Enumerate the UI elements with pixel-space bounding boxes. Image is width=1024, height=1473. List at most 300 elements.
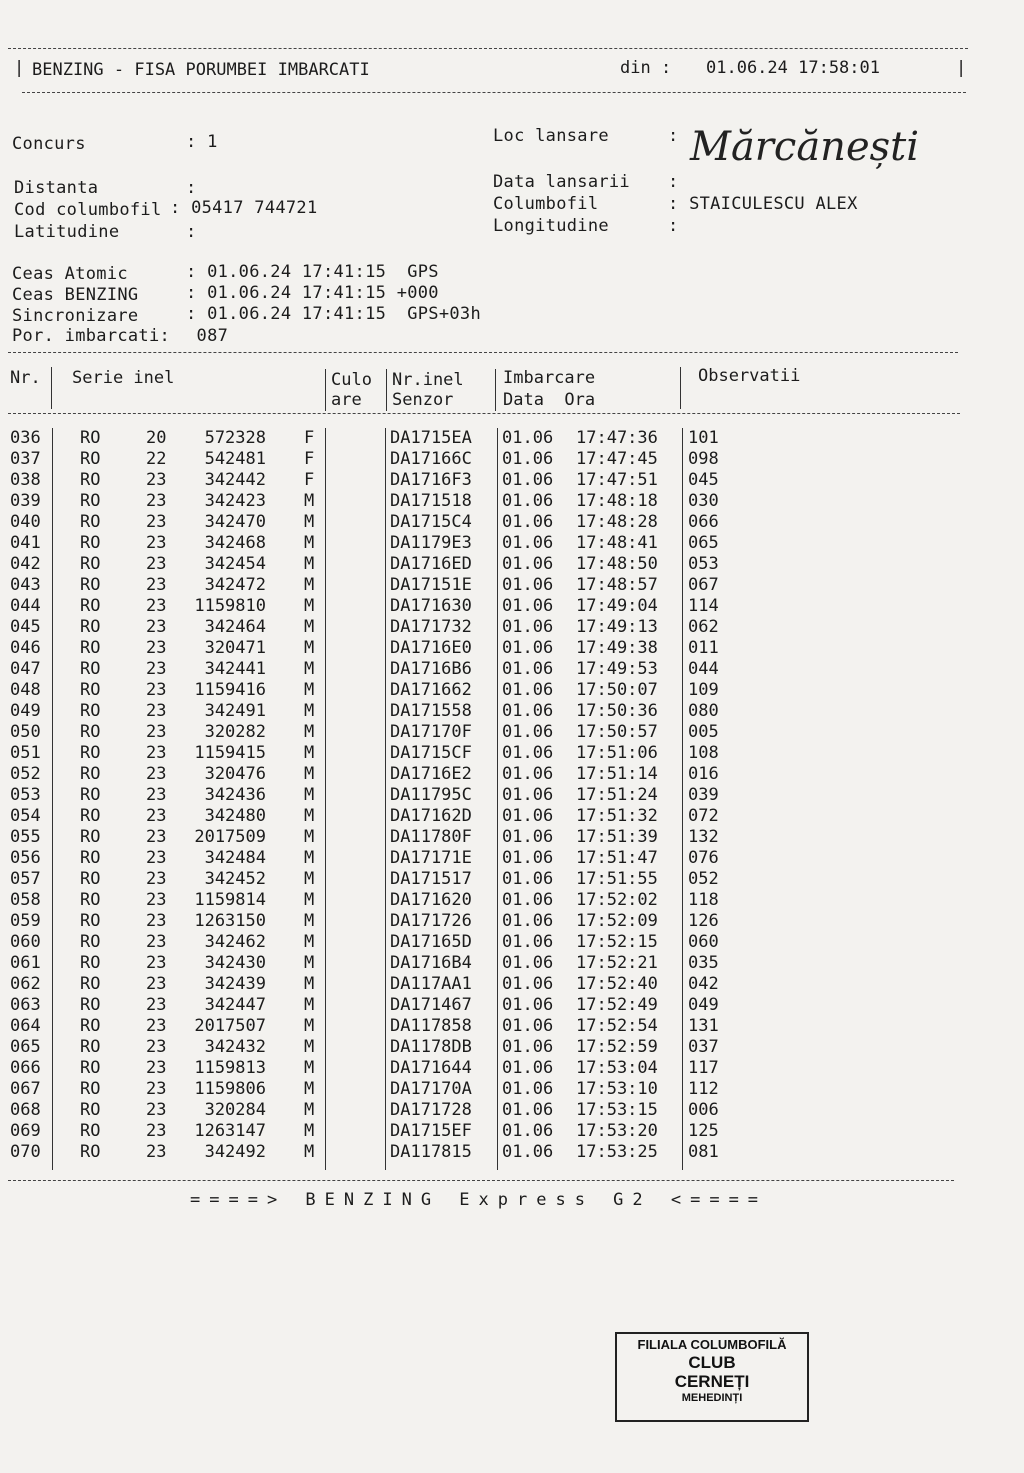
latitudine-value: : xyxy=(186,222,197,242)
footer-device: ====> BENZING Express G2 <==== xyxy=(190,1190,768,1210)
cell-nr: 045 xyxy=(10,617,41,637)
cell-ring: 1263150 xyxy=(194,911,266,931)
cell-sex: M xyxy=(304,890,315,910)
cell-nr: 061 xyxy=(10,953,41,973)
cell-sensor: DA171662 xyxy=(390,680,472,700)
print-date: 01.06.24 17:58:01 xyxy=(706,58,880,78)
cell-nr: 067 xyxy=(10,1079,41,1099)
table-row xyxy=(0,638,1024,659)
table-row xyxy=(0,596,1024,617)
cell-sensor: DA1716E2 xyxy=(390,764,472,784)
col-nr-inel-2: Senzor xyxy=(392,390,454,410)
cell-date: 01.06 xyxy=(502,1079,554,1099)
cell-ring: 320282 xyxy=(204,722,266,742)
cell-country: RO xyxy=(80,953,101,973)
longitudine-label: Longitudine xyxy=(493,216,609,236)
cell-date: 01.06 xyxy=(502,575,554,595)
ceas-atomic-value: : 01.06.24 17:41:15 GPS xyxy=(186,262,439,282)
table-row xyxy=(0,659,1024,680)
col-observatii: Observatii xyxy=(698,366,801,386)
stamp-line-4: MEHEDINȚI xyxy=(681,1392,743,1405)
cell-sex: M xyxy=(304,512,315,532)
cell-time: 17:52:49 xyxy=(576,995,658,1015)
cell-time: 17:49:53 xyxy=(576,659,658,679)
cell-sensor: DA1716ED xyxy=(390,554,472,574)
cell-country: RO xyxy=(80,1037,101,1057)
cell-ring: 1159806 xyxy=(194,1079,266,1099)
cell-nr: 069 xyxy=(10,1121,41,1141)
cell-sex: M xyxy=(304,1100,315,1120)
table-row xyxy=(0,449,1024,470)
distanta-value: : xyxy=(186,178,197,198)
cell-date: 01.06 xyxy=(502,491,554,511)
cell-time: 17:53:10 xyxy=(576,1079,658,1099)
cell-nr: 040 xyxy=(10,512,41,532)
cell-country: RO xyxy=(80,1142,101,1162)
cell-time: 17:50:07 xyxy=(576,680,658,700)
hdr-divider-1 xyxy=(51,367,52,409)
columbofil-label: Columbofil xyxy=(493,194,599,214)
cell-sensor: DA171620 xyxy=(390,890,472,910)
cell-ring: 1159810 xyxy=(194,596,266,616)
por-imbarcati-value: 087 xyxy=(186,326,229,346)
cell-time: 17:50:57 xyxy=(576,722,658,742)
cell-nr: 063 xyxy=(10,995,41,1015)
cell-sex: M xyxy=(304,638,315,658)
table-row xyxy=(0,722,1024,743)
cell-country: RO xyxy=(80,1121,101,1141)
cell-country: RO xyxy=(80,1100,101,1120)
table-row xyxy=(0,848,1024,869)
loc-lansare-label: Loc lansare xyxy=(493,126,609,146)
cell-country: RO xyxy=(80,449,101,469)
stamp-line-3: CERNEȚI xyxy=(674,1372,750,1392)
cell-time: 17:49:13 xyxy=(576,617,658,637)
cell-ring: 320471 xyxy=(204,638,266,658)
cell-time: 17:52:02 xyxy=(576,890,658,910)
cell-sex: M xyxy=(304,806,315,826)
ceas-benzing-value: : 01.06.24 17:41:15 +000 xyxy=(186,283,439,303)
table-row xyxy=(0,827,1024,848)
cell-sex: M xyxy=(304,953,315,973)
cell-sex: M xyxy=(304,533,315,553)
table-row xyxy=(0,491,1024,512)
cell-country: RO xyxy=(80,1058,101,1078)
cell-nr: 070 xyxy=(10,1142,41,1162)
col-imbarcare-2: Data Ora xyxy=(503,390,596,410)
cell-year: 20 xyxy=(146,428,167,448)
cell-date: 01.06 xyxy=(502,701,554,721)
cell-date: 01.06 xyxy=(502,1016,554,1036)
cell-country: RO xyxy=(80,491,101,511)
cell-time: 17:53:25 xyxy=(576,1142,658,1162)
cell-country: RO xyxy=(80,890,101,910)
table-row xyxy=(0,554,1024,575)
cell-year: 23 xyxy=(146,785,167,805)
cell-year: 23 xyxy=(146,827,167,847)
loc-lansare-colon: : xyxy=(668,126,679,146)
cell-date: 01.06 xyxy=(502,659,554,679)
cell-nr: 049 xyxy=(10,701,41,721)
cell-obs: 101 xyxy=(688,428,719,448)
cell-obs: 044 xyxy=(688,659,719,679)
table-row xyxy=(0,512,1024,533)
cell-nr: 052 xyxy=(10,764,41,784)
cell-nr: 065 xyxy=(10,1037,41,1057)
cell-nr: 055 xyxy=(10,827,41,847)
cell-ring: 342432 xyxy=(204,1037,266,1057)
table-row xyxy=(0,701,1024,722)
cell-time: 17:51:06 xyxy=(576,743,658,763)
table-row xyxy=(0,680,1024,701)
cell-ring: 342430 xyxy=(204,953,266,973)
cell-time: 17:48:50 xyxy=(576,554,658,574)
cell-date: 01.06 xyxy=(502,596,554,616)
cell-year: 23 xyxy=(146,470,167,490)
cell-year: 23 xyxy=(146,554,167,574)
cell-sex: M xyxy=(304,911,315,931)
cell-ring: 1159415 xyxy=(194,743,266,763)
cell-nr: 041 xyxy=(10,533,41,553)
cell-obs: 072 xyxy=(688,806,719,826)
table-row xyxy=(0,974,1024,995)
cell-date: 01.06 xyxy=(502,911,554,931)
cell-nr: 066 xyxy=(10,1058,41,1078)
latitudine-label: Latitudine xyxy=(14,222,120,242)
cell-date: 01.06 xyxy=(502,932,554,952)
cell-sex: F xyxy=(304,428,315,448)
concurs-label: Concurs xyxy=(12,134,86,154)
cell-obs: 035 xyxy=(688,953,719,973)
cell-ring: 342468 xyxy=(204,533,266,553)
cell-time: 17:51:55 xyxy=(576,869,658,889)
table-row xyxy=(0,617,1024,638)
cell-ring: 1159814 xyxy=(194,890,266,910)
cell-obs: 126 xyxy=(688,911,719,931)
table-bottom-rule xyxy=(8,1180,954,1181)
cell-country: RO xyxy=(80,554,101,574)
cell-date: 01.06 xyxy=(502,785,554,805)
cell-year: 23 xyxy=(146,638,167,658)
cell-nr: 062 xyxy=(10,974,41,994)
cell-obs: 060 xyxy=(688,932,719,952)
body-divider-4 xyxy=(497,428,498,1170)
cell-sensor: DA117AA1 xyxy=(390,974,472,994)
cell-obs: 098 xyxy=(688,449,719,469)
cell-obs: 065 xyxy=(688,533,719,553)
table-row xyxy=(0,743,1024,764)
cell-sensor: DA1715C4 xyxy=(390,512,472,532)
cell-sensor: DA1715CF xyxy=(390,743,472,763)
cell-nr: 054 xyxy=(10,806,41,826)
data-lansarii-label: Data lansarii xyxy=(493,172,630,192)
cell-sex: M xyxy=(304,995,315,1015)
table-row xyxy=(0,533,1024,554)
cell-sensor: DA171644 xyxy=(390,1058,472,1078)
cell-sensor: DA11780F xyxy=(390,827,472,847)
cell-sex: M xyxy=(304,764,315,784)
col-imbarcare-1: Imbarcare xyxy=(503,368,596,388)
cell-time: 17:51:47 xyxy=(576,848,658,868)
cell-ring: 320476 xyxy=(204,764,266,784)
cell-nr: 037 xyxy=(10,449,41,469)
cell-ring: 342441 xyxy=(204,659,266,679)
cell-year: 23 xyxy=(146,764,167,784)
cell-date: 01.06 xyxy=(502,554,554,574)
cell-ring: 2017507 xyxy=(194,1016,266,1036)
cell-year: 23 xyxy=(146,743,167,763)
cell-year: 22 xyxy=(146,449,167,469)
cell-ring: 1159813 xyxy=(194,1058,266,1078)
cell-time: 17:47:36 xyxy=(576,428,658,448)
cell-ring: 2017509 xyxy=(194,827,266,847)
table-row xyxy=(0,1079,1024,1100)
cell-sensor: DA1715EA xyxy=(390,428,472,448)
cell-country: RO xyxy=(80,659,101,679)
cell-sensor: DA1178DB xyxy=(390,1037,472,1057)
cell-sensor: DA171558 xyxy=(390,701,472,721)
cell-time: 17:48:18 xyxy=(576,491,658,511)
cod-columbofil-value: : 05417 744721 xyxy=(170,198,318,218)
cell-country: RO xyxy=(80,428,101,448)
col-serie-inel: Serie inel xyxy=(72,368,175,388)
col-culoare-1: Culo xyxy=(331,370,372,390)
cell-sex: M xyxy=(304,596,315,616)
cell-time: 17:51:14 xyxy=(576,764,658,784)
col-culoare-2: are xyxy=(331,390,362,410)
cell-obs: 109 xyxy=(688,680,719,700)
cell-ring: 1159416 xyxy=(194,680,266,700)
table-row xyxy=(0,890,1024,911)
cell-sensor: DA117815 xyxy=(390,1142,472,1162)
cell-obs: 011 xyxy=(688,638,719,658)
cell-year: 23 xyxy=(146,806,167,826)
cell-sex: M xyxy=(304,974,315,994)
cell-year: 23 xyxy=(146,1058,167,1078)
cell-country: RO xyxy=(80,575,101,595)
cell-date: 01.06 xyxy=(502,470,554,490)
cell-date: 01.06 xyxy=(502,638,554,658)
cell-obs: 049 xyxy=(688,995,719,1015)
cell-nr: 051 xyxy=(10,743,41,763)
header-bottom-rule xyxy=(22,92,966,93)
cell-ring: 342447 xyxy=(204,995,266,1015)
cell-sex: M xyxy=(304,659,315,679)
cell-ring: 342484 xyxy=(204,848,266,868)
cell-country: RO xyxy=(80,680,101,700)
table-row xyxy=(0,953,1024,974)
cell-nr: 038 xyxy=(10,470,41,490)
cell-country: RO xyxy=(80,785,101,805)
body-divider-1 xyxy=(52,428,53,1170)
cell-sensor: DA171467 xyxy=(390,995,472,1015)
cell-country: RO xyxy=(80,701,101,721)
cell-obs: 016 xyxy=(688,764,719,784)
cell-year: 23 xyxy=(146,995,167,1015)
cell-sex: M xyxy=(304,1121,315,1141)
cell-sex: M xyxy=(304,617,315,637)
cell-nr: 043 xyxy=(10,575,41,595)
cell-sex: M xyxy=(304,827,315,847)
cell-year: 23 xyxy=(146,1142,167,1162)
cell-time: 17:49:38 xyxy=(576,638,658,658)
cell-sensor: DA1716B4 xyxy=(390,953,472,973)
cell-country: RO xyxy=(80,1016,101,1036)
cell-nr: 039 xyxy=(10,491,41,511)
cell-ring: 342454 xyxy=(204,554,266,574)
cell-sensor: DA17170A xyxy=(390,1079,472,1099)
cell-obs: 131 xyxy=(688,1016,719,1036)
club-stamp xyxy=(615,1332,809,1422)
cell-sensor: DA1716B6 xyxy=(390,659,472,679)
cell-obs: 037 xyxy=(688,1037,719,1057)
data-lansarii-value: : xyxy=(668,172,679,192)
cell-obs: 067 xyxy=(688,575,719,595)
hdr-divider-4 xyxy=(495,369,496,411)
cell-date: 01.06 xyxy=(502,764,554,784)
cell-year: 23 xyxy=(146,617,167,637)
cell-obs: 081 xyxy=(688,1142,719,1162)
col-nr: Nr. xyxy=(10,368,41,388)
cell-obs: 005 xyxy=(688,722,719,742)
cell-year: 23 xyxy=(146,1037,167,1057)
loc-lansare-handwritten: Mărcănești xyxy=(690,124,920,170)
table-row xyxy=(0,869,1024,890)
cell-country: RO xyxy=(80,722,101,742)
cell-sensor: DA17162D xyxy=(390,806,472,826)
cell-date: 01.06 xyxy=(502,512,554,532)
cell-sex: M xyxy=(304,680,315,700)
cell-sensor: DA17170F xyxy=(390,722,472,742)
cell-ring: 572328 xyxy=(204,428,266,448)
cell-date: 01.06 xyxy=(502,533,554,553)
table-row xyxy=(0,1016,1024,1037)
cell-time: 17:52:15 xyxy=(576,932,658,952)
cell-year: 23 xyxy=(146,932,167,952)
table-row xyxy=(0,764,1024,785)
cell-year: 23 xyxy=(146,722,167,742)
cell-time: 17:51:32 xyxy=(576,806,658,826)
cell-country: RO xyxy=(80,596,101,616)
cell-date: 01.06 xyxy=(502,1142,554,1162)
cell-ring: 342452 xyxy=(204,869,266,889)
longitudine-value: : xyxy=(668,216,679,236)
cell-sex: M xyxy=(304,932,315,952)
cell-date: 01.06 xyxy=(502,953,554,973)
cell-year: 23 xyxy=(146,533,167,553)
cell-nr: 056 xyxy=(10,848,41,868)
cell-date: 01.06 xyxy=(502,848,554,868)
cell-obs: 125 xyxy=(688,1121,719,1141)
cell-year: 23 xyxy=(146,701,167,721)
cell-obs: 039 xyxy=(688,785,719,805)
cell-nr: 059 xyxy=(10,911,41,931)
cell-sensor: DA171732 xyxy=(390,617,472,637)
cell-sensor: DA171726 xyxy=(390,911,472,931)
sincronizare-label: Sincronizare xyxy=(12,306,139,326)
cell-ring: 342472 xyxy=(204,575,266,595)
cell-year: 23 xyxy=(146,1079,167,1099)
cell-nr: 048 xyxy=(10,680,41,700)
cell-ring: 342436 xyxy=(204,785,266,805)
cell-time: 17:52:09 xyxy=(576,911,658,931)
cell-sex: M xyxy=(304,848,315,868)
cell-obs: 052 xyxy=(688,869,719,889)
header-top-rule xyxy=(8,48,968,49)
cell-sex: M xyxy=(304,701,315,721)
cell-date: 01.06 xyxy=(502,1100,554,1120)
cell-year: 23 xyxy=(146,1016,167,1036)
cell-date: 01.06 xyxy=(502,449,554,469)
cell-ring: 342480 xyxy=(204,806,266,826)
table-top-rule xyxy=(8,352,958,353)
cell-obs: 062 xyxy=(688,617,719,637)
table-row xyxy=(0,932,1024,953)
cell-obs: 006 xyxy=(688,1100,719,1120)
cell-ring: 342491 xyxy=(204,701,266,721)
cell-ring: 342442 xyxy=(204,470,266,490)
cell-ring: 342470 xyxy=(204,512,266,532)
cell-sex: M xyxy=(304,1037,315,1057)
table-row xyxy=(0,1100,1024,1121)
columbofil-value: : STAICULESCU ALEX xyxy=(668,194,858,214)
cell-obs: 053 xyxy=(688,554,719,574)
cell-time: 17:48:57 xyxy=(576,575,658,595)
cell-obs: 030 xyxy=(688,491,719,511)
cell-sex: F xyxy=(304,470,315,490)
por-imbarcati-label: Por. imbarcati: xyxy=(12,326,171,346)
cell-country: RO xyxy=(80,617,101,637)
cell-ring: 342492 xyxy=(204,1142,266,1162)
cell-obs: 066 xyxy=(688,512,719,532)
cell-sex: M xyxy=(304,575,315,595)
table-row xyxy=(0,806,1024,827)
cell-country: RO xyxy=(80,764,101,784)
cell-time: 17:47:45 xyxy=(576,449,658,469)
table-row xyxy=(0,428,1024,449)
table-row xyxy=(0,911,1024,932)
table-row xyxy=(0,1058,1024,1079)
table-row xyxy=(0,470,1024,491)
cell-time: 17:51:24 xyxy=(576,785,658,805)
cell-ring: 1263147 xyxy=(194,1121,266,1141)
cell-sex: M xyxy=(304,785,315,805)
table-row xyxy=(0,995,1024,1016)
cell-ring: 342462 xyxy=(204,932,266,952)
hdr-divider-2 xyxy=(325,369,326,411)
cell-nr: 042 xyxy=(10,554,41,574)
cell-sensor: DA171518 xyxy=(390,491,472,511)
cell-nr: 046 xyxy=(10,638,41,658)
cell-sex: M xyxy=(304,1079,315,1099)
ceas-benzing-label: Ceas BENZING xyxy=(12,285,139,305)
table-row xyxy=(0,1121,1024,1142)
cell-sex: M xyxy=(304,491,315,511)
document-title: BENZING - FISA PORUMBEI IMBARCATI xyxy=(32,60,370,80)
cell-nr: 050 xyxy=(10,722,41,742)
cell-sensor: DA11795C xyxy=(390,785,472,805)
cell-sex: M xyxy=(304,743,315,763)
cell-time: 17:50:36 xyxy=(576,701,658,721)
cell-sex: M xyxy=(304,554,315,574)
cell-sensor: DA171728 xyxy=(390,1100,472,1120)
sincronizare-value: : 01.06.24 17:41:15 GPS+03h xyxy=(186,304,481,324)
cell-country: RO xyxy=(80,974,101,994)
cell-obs: 080 xyxy=(688,701,719,721)
cell-time: 17:53:04 xyxy=(576,1058,658,1078)
table-row xyxy=(0,1037,1024,1058)
cell-date: 01.06 xyxy=(502,722,554,742)
